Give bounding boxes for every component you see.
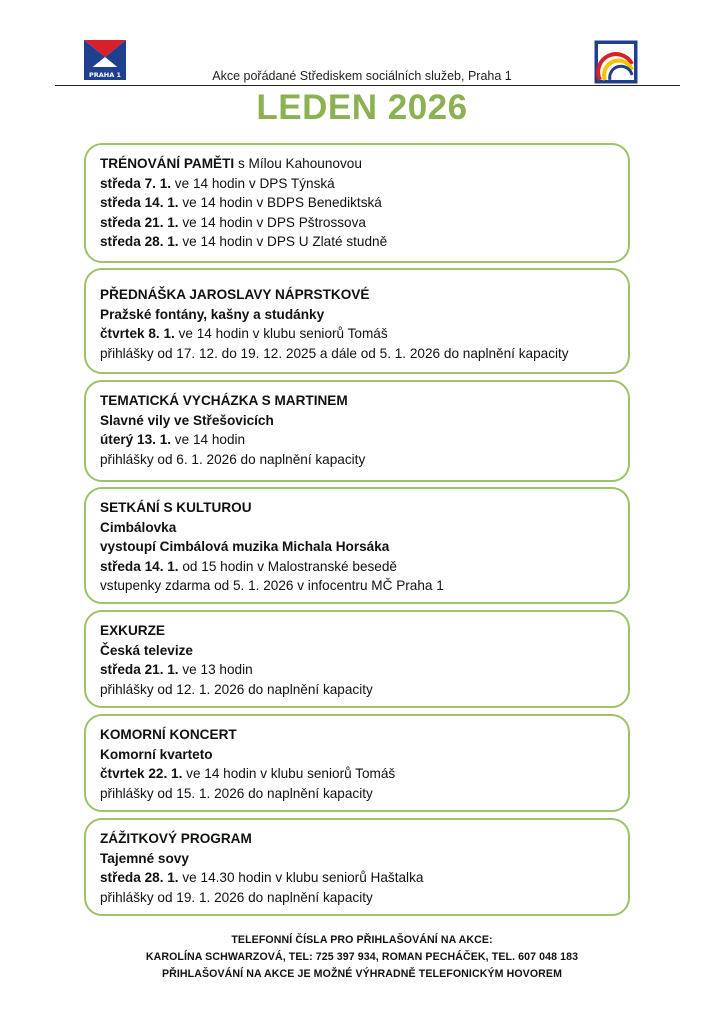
event-time: ve 14 hodin v DPS Týnská <box>171 175 335 191</box>
event-subtitle: Slavné vily ve Střešovicích <box>100 412 274 428</box>
event-day: středa 28. 1. <box>100 234 179 249</box>
event-box-pameti <box>84 143 630 263</box>
event-subtitle: Cimbálovka <box>100 519 177 535</box>
event-heading: SETKÁNÍ S KULTUROU <box>100 500 252 515</box>
event-day: úterý 13. 1. <box>100 432 172 447</box>
event-note: přihlášky od 6. 1. 2026 do naplnění kapacity <box>100 451 366 467</box>
event-date-line <box>100 764 614 784</box>
event-day: středa 14. 1. <box>100 558 179 574</box>
event-date-line <box>100 232 614 252</box>
footer-line-2: KAROLÍNA SCHWARZOVÁ, TEL: 725 397 934, ROMAN PECHÁČEK, TEL. 607 048 183 <box>145 951 579 963</box>
event-date-line <box>100 660 614 680</box>
event-heading: KOMORNÍ KONCERT <box>100 727 237 742</box>
event-day: čtvrtek 22. 1. <box>100 766 183 781</box>
event-date-line <box>100 213 614 233</box>
event-note: přihlášky od 19. 1. 2026 do naplnění kapacity <box>100 889 373 905</box>
event-heading-suffix: s Mílou Kahounovou <box>234 156 362 171</box>
event-box-exkurze <box>84 610 630 708</box>
event-time: ve 14 hodin v klubu seniorů Tomáš <box>182 766 396 781</box>
event-date-line <box>100 557 614 577</box>
event-note: přihlášky od 17. 12. do 19. 12. 2025 a dále od 5. 1. 2026 do naplnění kapacity <box>100 345 569 361</box>
event-day: středa 14. 1. <box>100 195 179 210</box>
event-note: přihlášky od 15. 1. 2026 do naplnění kapacity <box>100 785 373 801</box>
event-day: středa 21. 1. <box>100 214 179 230</box>
event-heading-line <box>100 154 614 174</box>
event-date-line <box>100 430 614 450</box>
event-time: ve 13 hodin <box>178 662 253 677</box>
event-day: čtvrtek 8. 1. <box>100 326 175 341</box>
event-time: ve 14 hodin v DPS U Zlaté studně <box>178 234 388 249</box>
event-box-prednaska <box>84 268 630 374</box>
footer-line-3: PŘIHLAŠOVÁNÍ NA AKCE JE MOŽNÉ VÝHRADNĚ TELEFONICKÝM HOVOREM <box>161 968 563 980</box>
event-date-line <box>100 868 614 888</box>
event-subtitle: Tajemné sovy <box>100 850 189 866</box>
event-subtitle: Komorní kvarteto <box>100 746 213 762</box>
event-time: od 15 hodin v Malostranské besedě <box>178 558 397 574</box>
event-heading: TRÉNOVÁNÍ PAMĚTI <box>100 156 235 171</box>
event-heading: TEMATICKÁ VYCHÁZKA S MARTINEM <box>100 393 348 408</box>
event-box-kultura <box>84 487 630 604</box>
event-day: středa 21. 1. <box>100 662 179 677</box>
event-time: ve 14.30 hodin v klubu seniorů Haštalka <box>178 870 424 885</box>
footer-line-1: TELEFONNÍ ČÍSLA PRO PŘIHLAŠOVÁNÍ NA AKCE: <box>231 934 493 946</box>
event-day: středa 7. 1. <box>100 175 172 191</box>
event-heading: PŘEDNÁŠKA JAROSLAVY NÁPRSTKOVÉ <box>100 287 370 302</box>
event-box-vychazka <box>84 380 630 482</box>
event-subtitle-2: vystoupí Cimbálová muzika Michala Horsáka <box>100 539 390 554</box>
event-time: ve 14 hodin v klubu seniorů Tomáš <box>174 326 388 341</box>
event-date-line <box>100 174 614 194</box>
event-heading: ZÁŽITKOVÝ PROGRAM <box>100 831 252 846</box>
event-date-line <box>100 324 614 344</box>
event-subtitle: Česká televize <box>100 642 193 658</box>
event-date-line <box>100 193 614 213</box>
event-time: ve 14 hodin v BDPS Benediktská <box>178 195 382 210</box>
event-time: ve 14 hodin v DPS Pštrossova <box>178 214 366 230</box>
event-day: středa 28. 1. <box>100 870 179 885</box>
event-heading: EXKURZE <box>100 623 165 638</box>
header-subtitle: Akce pořádané Střediskem sociálních služeb, Praha 1 <box>212 69 512 83</box>
event-box-koncert <box>84 714 630 812</box>
logo-left-text: PRAHA 1 <box>88 71 122 79</box>
page-title: LEDEN 2026 <box>256 88 468 127</box>
event-subtitle: Pražské fontány, kašny a studánky <box>100 306 325 322</box>
header-divider <box>55 85 680 86</box>
event-time: ve 14 hodin <box>171 432 246 447</box>
event-box-program <box>84 818 630 916</box>
event-note: vstupenky zdarma od 5. 1. 2026 v infocentru MČ Praha 1 <box>100 578 444 593</box>
event-note: přihlášky od 12. 1. 2026 do naplnění kapacity <box>100 681 373 697</box>
